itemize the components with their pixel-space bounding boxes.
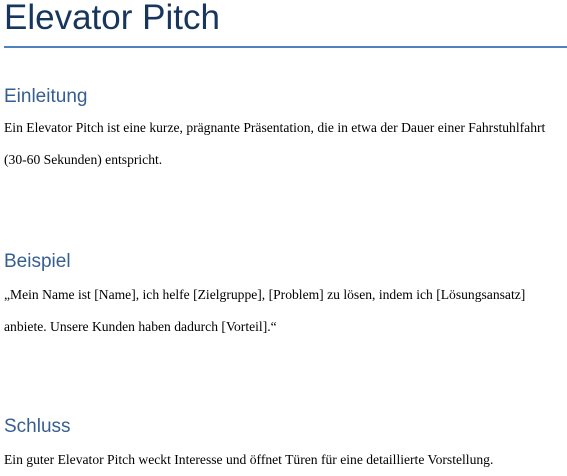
title-divider [4,46,567,48]
section-heading-einleitung: Einleitung [4,86,88,107]
section-text-schluss: Ein guter Elevator Pitch weckt Interesse und öffnet Türen für eine detaillierte Vorstellung. [4,452,494,467]
section-heading-schluss: Schluss [4,416,71,437]
page-title: Elevator Pitch [4,0,220,37]
section-text-einleitung: Ein Elevator Pitch ist eine kurze, prägnante Präsentation, die in etwa der Dauer einer Fahrstuhlfahrt (30-60 Sekunden) entspricht. [4,120,546,167]
section-text-beispiel: „Mein Name ist [Name], ich helfe [Zielgruppe], [Problem] zu lösen, indem ich [Lösungsansatz] anbiete. Unsere Kunden haben dadurch [Vorteil].“ [4,287,526,334]
section-heading-beispiel: Beispiel [4,251,71,272]
